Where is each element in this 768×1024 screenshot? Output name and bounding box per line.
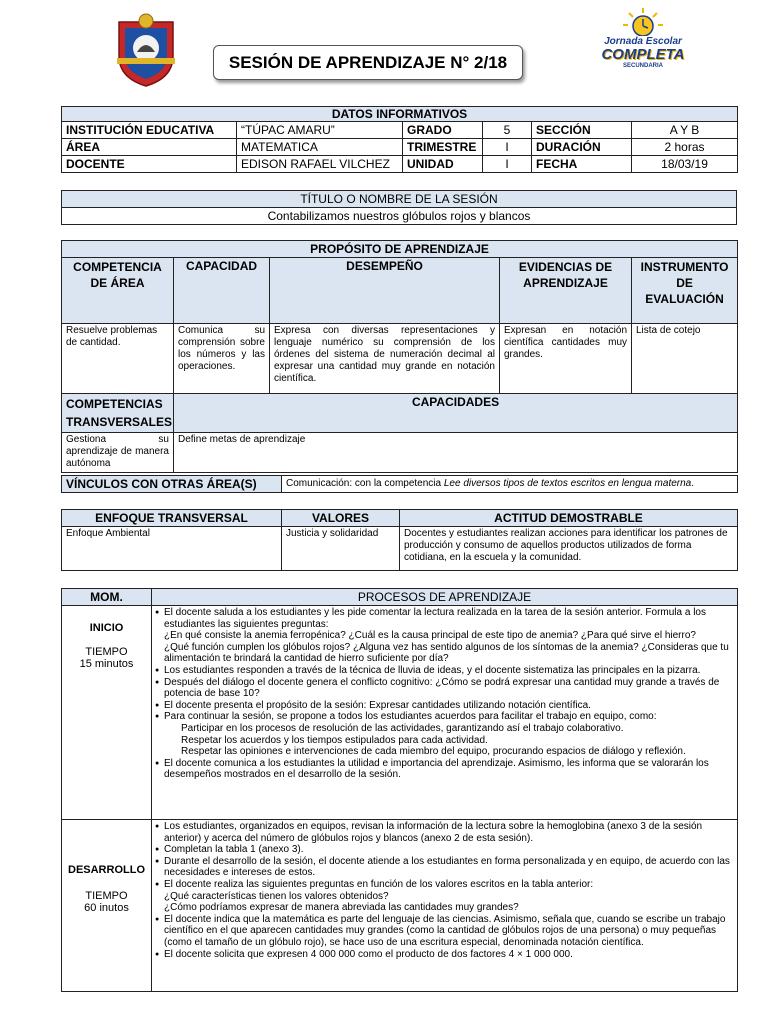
- inicio-tiempo: 15 minutos: [79, 658, 134, 670]
- datos-informativos-table: [61, 106, 738, 173]
- vinculos-suffix: .: [691, 478, 695, 489]
- procesos-table: [61, 588, 738, 992]
- col-valores: VALORES: [282, 510, 400, 527]
- page-title: SESIÓN DE APRENDIZAJE N° 2/18: [213, 45, 523, 80]
- list-item: ● El docente realiza las siguientes preguntas en función de los valores escritos en la tabla anterior:: [164, 879, 734, 891]
- datos-cell: EDISON RAFAEL VILCHEZ: [237, 156, 403, 173]
- desarrollo-tiempo-label: TIEMPO: [85, 890, 128, 902]
- logo-line-3: SECUNDARIA: [622, 63, 663, 69]
- list-item: ● Los estudiantes responden a través de la técnica de lluvia de ideas, y el docente sistematiza las principales en la pizarra.: [164, 665, 734, 677]
- titulo-heading: TÍTULO O NOMBRE DE LA SESIÓN: [62, 191, 737, 208]
- transversal-value: Gestiona su aprendizaje de manera autónoma: [62, 433, 174, 473]
- datos-cell: 2 horas: [632, 139, 738, 156]
- acuerdo-item: Participar en los procesos de resolución de las actividades, garantizando así el trabajo colaborativo.: [181, 722, 624, 734]
- desempeno-value: Expresa con diversas representaciones y lenguaje numérico su comprensión de los órdenes del sistema de numeración decimal al expresar una cantidad muy grande en notación científica.: [270, 324, 500, 394]
- list-item: ● Durante el desarrollo de la sesión, el docente atiende a los estudiantes en forma personalizada y en equipo, de acuerdo con las necesidades e intereses de estos.: [164, 856, 734, 879]
- instrumento-value: Lista de cotejo: [632, 324, 738, 394]
- col-instrumento: INSTRUMENTO DE EVALUACIÓN: [632, 258, 738, 324]
- desarrollo-tiempo: 60 inutos: [84, 902, 129, 914]
- capacidades-label: CAPACIDADES: [174, 394, 738, 433]
- list-item: ● El docente saluda a los estudiantes y les pide comentar la lectura realizada en la tarea de la sesión anterior. Formula a los estudiantes las siguientes preguntas:: [164, 607, 734, 630]
- datos-cell: GRADO: [403, 122, 483, 139]
- evidencias-value: Expresan en notación científica cantidades muy grandes.: [500, 324, 632, 394]
- datos-cell: ÁREA: [62, 139, 237, 156]
- list-item: ● Completan la tabla 1 (anexo 3).: [164, 844, 734, 856]
- col-competencia: COMPETENCIA DE ÁREA: [62, 258, 174, 324]
- col-mom: MOM.: [62, 589, 152, 606]
- acuerdo-item: Respetar las opiniones e intervenciones de cada miembro del equipo, procurando espacios de diálogo y reflexión.: [181, 746, 686, 758]
- transversales-label: COMPETENCIAS TRANSVERSALES: [62, 394, 174, 433]
- col-evidencias: EVIDENCIAS DE APRENDIZAJE: [500, 258, 632, 324]
- proposito-table: [61, 240, 738, 473]
- question: ¿Qué función cumplen los glóbulos rojos? ¿Alguna vez has sentido algunos de los síntomas de la anemia? ¿Consideras que tu alimentación te brindará la cantidad de hierro suficiente por día?: [164, 641, 729, 665]
- datos-cell: MATEMATICA: [237, 139, 403, 156]
- col-enfoque: ENFOQUE TRANSVERSAL: [62, 510, 282, 527]
- list-item: ● El docente solicita que expresen 4 000 000 como el producto de dos factores 4 × 1 000 000.: [164, 949, 734, 961]
- list-item: ● El docente indica que la matemática es parte del lenguaje de las ciencias. Asimismo, señala que, cuando se escribe un trabajo científico en el que aparecen cantidades muy grandes (como la cantidad de glóbulos rojos de una persona) o muy pequeñas (como el tamaño de un glóbulo rojo), se hace uso de una escritura especial, denominada notación científica.: [164, 914, 734, 949]
- col-capacidad: CAPACIDAD: [174, 258, 270, 324]
- vinculos-text: [282, 476, 738, 493]
- col-actitud: ACTITUD DEMOSTRABLE: [400, 510, 738, 527]
- inicio-tiempo-label: TIEMPO: [85, 646, 128, 658]
- vinculos-label: VÍNCULOS CON OTRAS ÁREA(S): [62, 476, 282, 493]
- col-procesos: PROCESOS DE APRENDIZAJE: [152, 589, 738, 606]
- datos-cell: I: [483, 156, 532, 173]
- vinculos-prefix: Comunicación: con la competencia: [286, 478, 444, 489]
- list-item: ● Después del diálogo el docente genera el conflicto cognitivo: ¿Cómo se podrá expresar una cantidad muy grande a través de potencia de base 10?: [164, 677, 734, 700]
- acuerdo-item: Respetar los acuerdos y los tiempos estipulados para cada actividad.: [181, 734, 488, 746]
- actitud-value: Docentes y estudiantes realizan acciones para identificar los patrones de producción y consumo de aquellos productos utilizados de forma cotidiana, en la escuela y la comunidad.: [400, 527, 738, 571]
- datos-cell: DOCENTE: [62, 156, 237, 173]
- titulo-table: [61, 190, 737, 225]
- desarrollo-procesos: [152, 820, 738, 992]
- desarrollo-label: DESARROLLO: [68, 864, 145, 876]
- question: ¿En qué consiste la anemia ferropénica? ¿Cuál es la causa principal de este tipo de anemia? ¿Para qué sirve el hierro?: [164, 630, 696, 642]
- list-item: ● Los estudiantes, organizados en equipos, revisan la información de la lectura sobre la hemoglobina (anexo 3 de la sesión anterior) y acerca del número de glóbulos rojos y blancos (anexo 2 de esta sesión).: [164, 821, 734, 844]
- datos-cell: I: [483, 139, 532, 156]
- datos-cell: FECHA: [532, 156, 632, 173]
- datos-cell: “TÚPAC AMARU”: [237, 122, 403, 139]
- logo-line-1: Jornada Escolar: [604, 36, 682, 47]
- datos-cell: DURACIÓN: [532, 139, 632, 156]
- vinculos-competencia: Lee diversos tipos de textos escritos en lengua materna: [443, 478, 692, 489]
- datos-cell: TRIMESTRE: [403, 139, 483, 156]
- list-item: ● Para continuar la sesión, se propone a todos los estudiantes acuerdos para facilitar el trabajo en equipo, como:: [164, 711, 734, 723]
- list-item: ● El docente comunica a los estudiantes la utilidad e importancia del aprendizaje. Asimismo, les informa que se valorarán los desempeños mostrados en el desarrollo de la sesión.: [164, 758, 734, 781]
- competencia-value: Resuelve problemas de cantidad.: [62, 324, 174, 394]
- vinculos-table: [61, 475, 738, 493]
- enfoque-table: [61, 509, 738, 571]
- datos-cell: UNIDAD: [403, 156, 483, 173]
- session-title: Contabilizamos nuestros glóbulos rojos y blancos: [62, 208, 737, 225]
- question: ¿Qué características tienen los valores obtenidos?: [164, 890, 389, 902]
- desarrollo-cell: [62, 820, 152, 992]
- inicio-procesos: [152, 606, 738, 820]
- list-item: ● El docente presenta el propósito de la sesión: Expresar cantidades utilizando notación científica.: [164, 700, 734, 712]
- datos-heading: DATOS INFORMATIVOS: [62, 107, 738, 122]
- jornada-completa-logo: [598, 8, 688, 74]
- capacidad-transversal-value: Define metas de aprendizaje: [174, 433, 738, 473]
- question: ¿Cómo podríamos expresar de manera abreviada las cantidades muy grandes?: [164, 902, 519, 914]
- datos-cell: 5: [483, 122, 532, 139]
- inicio-label: INICIO: [89, 622, 124, 634]
- inicio-cell: [62, 606, 152, 820]
- datos-cell: A Y B: [632, 122, 738, 139]
- proposito-heading: PROPÓSITO DE APRENDIZAJE: [62, 241, 738, 258]
- col-desempeno: DESEMPEÑO: [270, 258, 500, 324]
- datos-cell: 18/03/19: [632, 156, 738, 173]
- school-crest-logo: [115, 12, 177, 88]
- datos-cell: SECCIÓN: [532, 122, 632, 139]
- datos-cell: INSTITUCIÓN EDUCATIVA: [62, 122, 237, 139]
- enfoque-value: Enfoque Ambiental: [62, 527, 282, 571]
- valores-value: Justicia y solidaridad: [282, 527, 400, 571]
- logo-line-2: COMPLETA: [601, 46, 685, 63]
- capacidad-value: Comunica su comprensión sobre los números y las operaciones.: [174, 324, 270, 394]
